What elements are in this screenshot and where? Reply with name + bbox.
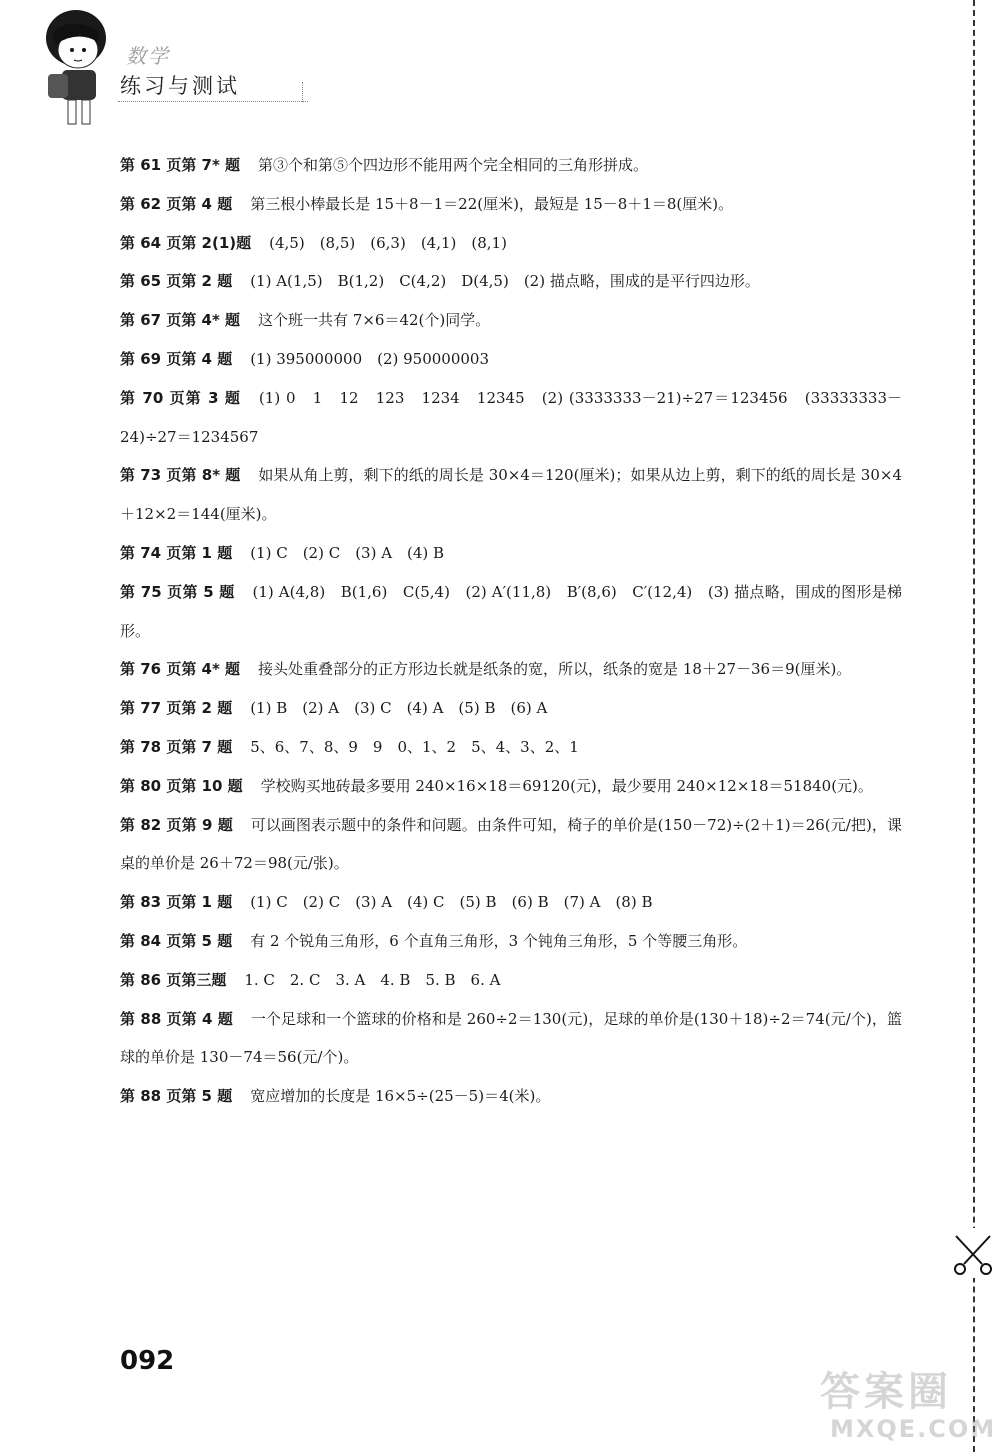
answer-item	[120, 262, 902, 301]
answer-text: 接头处重叠部分的正方形边长就是纸条的宽，所以，纸条的宽是 18＋27－36＝9(厘米)。	[258, 660, 852, 679]
answer-item	[120, 883, 902, 922]
question-ref: 第 67 页第 4* 题	[120, 311, 241, 330]
question-ref: 第 84 页第 5 题	[120, 931, 233, 950]
question-ref: 第 62 页第 4 题	[120, 194, 233, 213]
answer-item	[120, 767, 902, 806]
question-ref: 第 74 页第 1 题	[120, 543, 233, 562]
question-ref: 第 65 页第 2 题	[120, 272, 233, 291]
question-ref: 第 88 页第 4 题	[120, 1009, 233, 1028]
question-ref: 第 64 页第 2(1)题	[120, 233, 252, 252]
answer-text: (1) C (2) C (3) A (4) B	[250, 543, 445, 562]
answer-text: (1) C (2) C (3) A (4) C (5) B (6) B (7) A (8) B	[250, 893, 653, 912]
site-watermark	[820, 1370, 995, 1448]
answer-text: (1) 0 1 12 123 1234 12345 (2) (3333333－21)÷27＝123456 (33333333－24)÷27＝1234567	[120, 388, 902, 446]
answer-item	[120, 573, 902, 651]
answer-text: 学校购买地砖最多要用 240×16×18＝69120(元)，最少要用 240×12×18＝51840(元)。	[260, 776, 873, 795]
question-ref: 第 73 页第 8* 题	[120, 466, 241, 485]
answer-list	[120, 146, 902, 1116]
question-ref: 第 82 页第 9 题	[120, 815, 233, 834]
answer-item	[120, 146, 902, 185]
question-ref: 第 86 页第三题	[120, 970, 227, 989]
answer-text: 宽应增加的长度是 16×5÷(25－5)＝4(米)。	[250, 1087, 551, 1106]
question-ref: 第 70 页第 3 题	[120, 388, 241, 407]
answer-text: 这个班一共有 7×6＝42(个)同学。	[258, 311, 491, 330]
answer-item	[120, 224, 902, 263]
question-ref: 第 69 页第 4 题	[120, 349, 233, 368]
title-side-rule	[302, 82, 303, 102]
answer-item	[120, 650, 902, 689]
question-ref: 第 80 页第 10 题	[120, 776, 243, 795]
answer-item	[120, 922, 902, 961]
question-ref: 第 78 页第 7 题	[120, 737, 233, 756]
answer-text: 有 2 个锐角三角形，6 个直角三角形，3 个钝角三角形，5 个等腰三角形。	[250, 931, 748, 950]
answer-item	[120, 340, 902, 379]
question-ref: 第 76 页第 4* 题	[120, 660, 241, 679]
answer-text: 1. C 2. C 3. A 4. B 5. B 6. A	[244, 970, 501, 989]
answer-item	[120, 728, 902, 767]
question-ref: 第 75 页第 5 题	[120, 582, 235, 601]
book-title: 练习与测试	[120, 74, 240, 98]
answer-item	[120, 1077, 902, 1116]
scissors-icon	[948, 1228, 998, 1278]
answer-text: (1) A(1,5) B(1,2) C(4,2) D(4,5) (2) 描点略，围成的是平行四边形。	[250, 272, 760, 291]
title-underline	[118, 101, 308, 102]
answer-item	[120, 1000, 902, 1078]
answer-text: 第③个和第⑤个四边形不能用两个完全相同的三角形拼成。	[258, 156, 649, 174]
boy-mascot-illustration	[38, 4, 110, 132]
question-ref: 第 83 页第 1 题	[120, 893, 233, 912]
watermark-url: MXQE.COM	[830, 1415, 997, 1443]
answer-text: (1) 395000000 (2) 950000003	[250, 349, 490, 368]
answer-item	[120, 961, 902, 1000]
watermark-logo-text: 答案圈	[820, 1369, 952, 1415]
question-ref: 第 61 页第 7* 题	[120, 156, 241, 174]
answer-text: (1) B (2) A (3) C (4) A (5) B (6) A	[250, 699, 548, 718]
answer-item	[120, 301, 902, 340]
answer-text: 如果从角上剪，剩下的纸的周长是 30×4＝120(厘米)；如果从边上剪，剩下的纸的周长是 30×4＋12×2＝144(厘米)。	[120, 466, 902, 524]
answer-text: 第三根小棒最长是 15＋8－1＝22(厘米)，最短是 15－8＋1＝8(厘米)。	[250, 194, 734, 213]
answer-item	[120, 689, 902, 728]
answer-text: 可以画图表示题中的条件和问题。由条件可知，椅子的单价是(150－72)÷(2＋1)＝26(元/把)，课桌的单价是 26＋72＝98(元/张)。	[120, 815, 902, 873]
answer-item	[120, 806, 902, 884]
book-subject: 数学	[126, 44, 170, 68]
answer-item	[120, 534, 902, 573]
page-number: 092	[120, 1346, 175, 1376]
answer-item	[120, 185, 902, 224]
answer-item	[120, 456, 902, 534]
answer-text: 5、6、7、8、9 9 0、1、2 5、4、3、2、1	[250, 737, 579, 756]
answer-item	[120, 379, 902, 457]
answer-text: (4,5) (8,5) (6,3) (4,1) (8,1)	[269, 233, 507, 252]
answer-text: (1) A(4,8) B(1,6) C(5,4) (2) A′(11,8) B′(8,6) C′(12,4) (3) 描点略，围成的图形是梯形。	[120, 582, 902, 640]
question-ref: 第 77 页第 2 题	[120, 699, 233, 718]
question-ref: 第 88 页第 5 题	[120, 1087, 233, 1106]
answer-text: 一个足球和一个篮球的价格和是 260÷2＝130(元)，足球的单价是(130＋18)÷2＝74(元/个)，篮球的单价是 130－74＝56(元/个)。	[120, 1009, 902, 1067]
